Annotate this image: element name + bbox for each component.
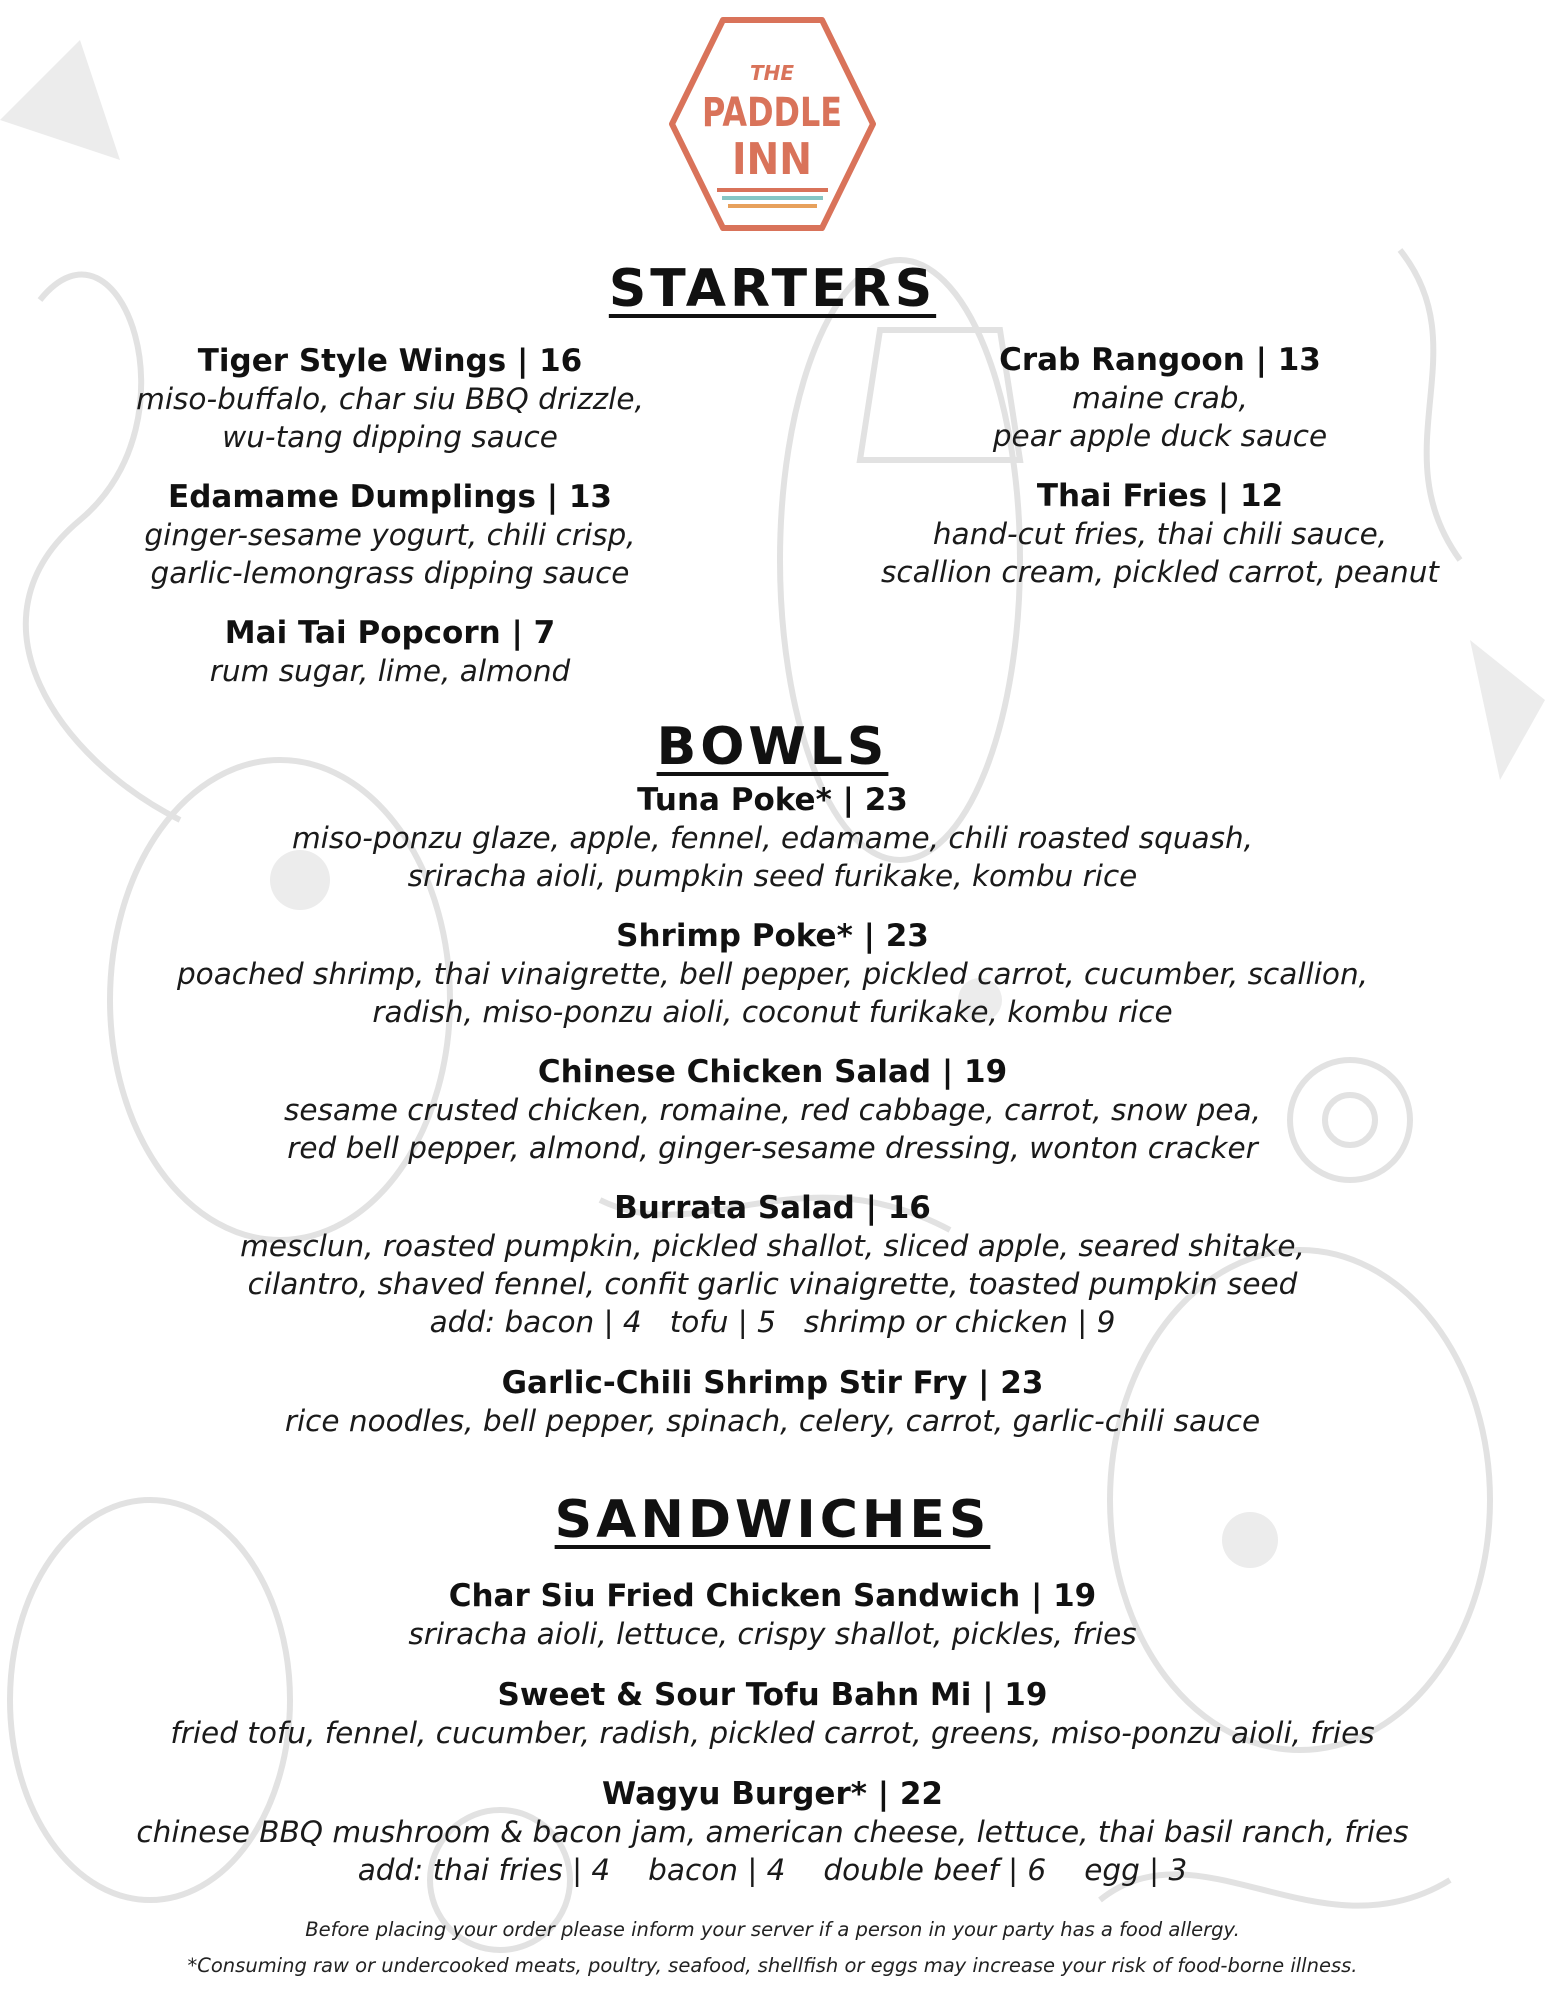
item-description: mesclun, roasted pumpkin, pickled shallot, sliced apple, seared shitake, [240,1229,1305,1263]
item-name: Chinese Chicken Salad | 19 [537,1054,1008,1090]
raw-food-warning: *Consuming raw or undercooked meats, poultry, seafood, shellfish or eggs may increase your risk of food-borne illness. [187,1954,1358,1977]
svg-text:PADDLE: PADDLE [702,90,842,136]
item-description: hand-cut fries, thai chili sauce, [932,517,1388,551]
item-name: Burrata Salad | 16 [614,1190,931,1226]
item-name: Wagyu Burger* | 22 [601,1776,943,1812]
menu-item-edamame-dumplings [95,478,685,592]
item-name: Tuna Poke* | 23 [637,782,908,818]
svg-text:INN: INN [732,134,812,185]
menu-item-wagyu-burger [60,1775,1485,1889]
menu-item-char-siu-fried-chicken-sandwich [60,1577,1485,1653]
item-description: ginger-sesame yogurt, chili crisp, [144,518,636,552]
item-add-ons: add: bacon | 4 tofu | 5 shrimp or chicken | 9 [429,1305,1116,1339]
item-name: Shrimp Poke* | 23 [616,918,929,954]
bowls-heading: BOWLS [656,717,889,777]
item-add-ons: add: thai fries | 4 bacon | 4 double beef | 6 egg | 3 [357,1853,1188,1887]
item-description: wu-tang dipping sauce [222,420,558,454]
menu-item-tiger-style-wings [95,342,685,456]
menu-item-shrimp-poke [60,917,1485,1031]
menu-item-burrata-salad [60,1189,1485,1341]
item-description: rum sugar, lime, almond [209,654,571,688]
item-name: Edamame Dumplings | 13 [168,479,612,515]
item-description: sriracha aioli, pumpkin seed furikake, kombu rice [407,859,1138,893]
item-description: maine crab, [1072,381,1248,415]
item-description: miso-ponzu glaze, apple, fennel, edamame, chili roasted squash, [291,821,1254,855]
paddle-inn-logo [665,14,880,234]
item-description: chinese BBQ mushroom & bacon jam, american cheese, lettuce, thai basil ranch, fries [136,1815,1409,1849]
allergy-notice: Before placing your order please inform your server if a person in your party has a food allergy. [305,1918,1240,1941]
item-name: Thai Fries | 12 [1036,478,1284,514]
item-description: garlic-lemongrass dipping sauce [150,556,630,590]
item-description: cilantro, shaved fennel, confit garlic vinaigrette, toasted pumpkin seed [247,1267,1298,1301]
sandwiches-heading: SANDWICHES [554,1490,991,1550]
item-description: rice noodles, bell pepper, spinach, celery, carrot, garlic-chili sauce [284,1404,1261,1438]
starters-heading: STARTERS [608,259,937,319]
item-name: Sweet & Sour Tofu Bahn Mi | 19 [497,1677,1048,1713]
item-description: poached shrimp, thai vinaigrette, bell pepper, pickled carrot, cucumber, scallion, [176,957,1369,991]
item-description: miso-buffalo, char siu BBQ drizzle, [136,382,644,416]
menu-item-sweet-sour-tofu-bahn-mi [60,1676,1485,1752]
menu-item-mai-tai-popcorn [95,614,685,690]
menu-item-garlic-chili-shrimp-stir-fry [60,1364,1485,1440]
menu-item-tuna-poke [60,781,1485,895]
item-name: Garlic-Chili Shrimp Stir Fry | 23 [501,1365,1044,1401]
item-description: sriracha aioli, lettuce, crispy shallot, pickles, fries [408,1617,1137,1651]
item-name: Char Siu Fried Chicken Sandwich | 19 [448,1578,1097,1614]
item-name: Mai Tai Popcorn | 7 [224,615,556,651]
item-name: Crab Rangoon | 13 [999,342,1321,378]
menu-item-chinese-chicken-salad [60,1053,1485,1167]
item-description: fried tofu, fennel, cucumber, radish, pickled carrot, greens, miso-ponzu aioli, fries [170,1716,1375,1750]
item-name: Tiger Style Wings | 16 [197,343,583,379]
svg-text:THE: THE [749,61,795,85]
menu-item-crab-rangoon [845,341,1475,455]
menu-item-thai-fries [845,477,1475,591]
item-description: scallion cream, pickled carrot, peanut [881,555,1439,589]
item-description: red bell pepper, almond, ginger-sesame dressing, wonton cracker [287,1131,1258,1165]
item-description: sesame crusted chicken, romaine, red cabbage, carrot, snow pea, [284,1093,1261,1127]
item-description: pear apple duck sauce [992,419,1328,453]
item-description: radish, miso-ponzu aioli, coconut furikake, kombu rice [372,995,1173,1029]
